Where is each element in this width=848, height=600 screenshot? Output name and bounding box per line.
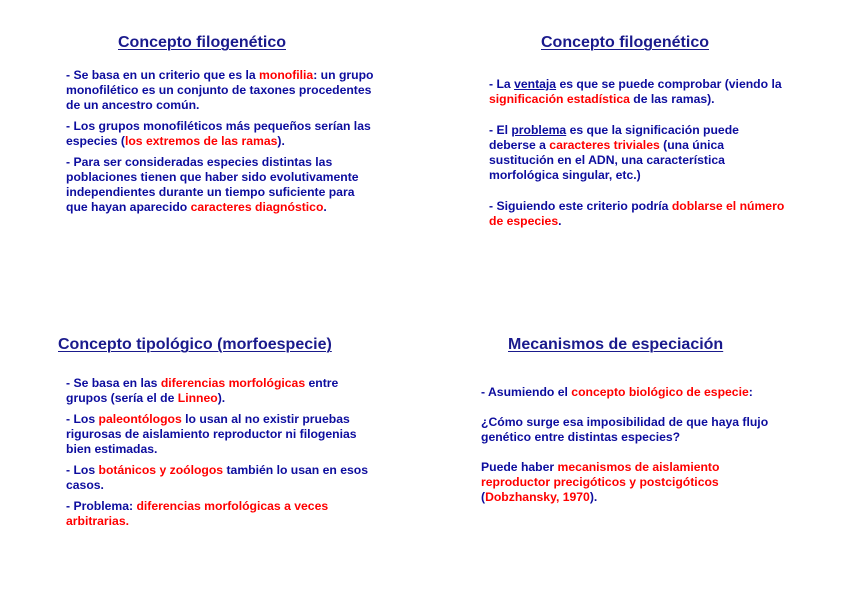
slide2-body [489, 77, 789, 229]
slide4-body [481, 385, 791, 505]
slide3-body [66, 376, 376, 529]
slide4-title: Mecanismos de especiación [508, 336, 724, 353]
slide2-paragraph-1: - La ventaja es que se puede comprobar (viendo la significación estadística de las ramas). [489, 77, 782, 106]
slide3-paragraph-1: - Se basa en las diferencias morfológicas entre grupos (sería el de Linneo). [66, 376, 339, 405]
slide1-paragraph-2: - Los grupos monofiléticos más pequeños serían las especies (los extremos de las ramas). [66, 119, 371, 148]
slide3-paragraph-2: - Los paleontólogos lo usan al no existir pruebas rigurosas de aislamiento reproductor ni filogenias bien estimadas. [66, 412, 357, 456]
slide1-paragraph-1: - Se basa en un criterio que es la monofilia: un grupo monofilético es un conjunto de taxones procedentes de un ancestro común. [66, 68, 374, 112]
slide3-paragraph-3: - Los botánicos y zoólogos también lo usan en esos casos. [66, 463, 369, 492]
slide1-body [66, 68, 376, 215]
slide4-paragraph-2: ¿Cómo surge esa imposibilidad de que haya flujo genético entre distintas especies? [481, 415, 769, 444]
slide2-title: Concepto filogenético [541, 34, 709, 51]
slide2-paragraph-3: - Siguiendo este criterio podría doblarse el número de especies. [489, 199, 785, 228]
slide3-title: Concepto tipológico (morfoespecie) [58, 336, 332, 353]
slide4-paragraph-3: Puede haber mecanismos de aislamiento reproductor precigóticos y postcigóticos (Dobzhansky, 1970). [481, 460, 720, 504]
slide3-paragraph-4: - Problema: diferencias morfológicas a veces arbitrarias. [66, 499, 329, 528]
slide2-paragraph-2: - El problema es que la significación puede deberse a caracteres triviales (una única sustitución en el ADN, una característica morfológica singular, etc.) [489, 123, 739, 182]
slide1-paragraph-3: - Para ser consideradas especies distintas las poblaciones tienen que haber sido evolutivamente independientes durante un tiempo suficiente para que hayan aparecido caracteres diagnóstico. [66, 155, 359, 214]
slide4-paragraph-1: - Asumiendo el concepto biológico de especie: [481, 385, 753, 399]
slide1-title: Concepto filogenético [118, 34, 286, 51]
